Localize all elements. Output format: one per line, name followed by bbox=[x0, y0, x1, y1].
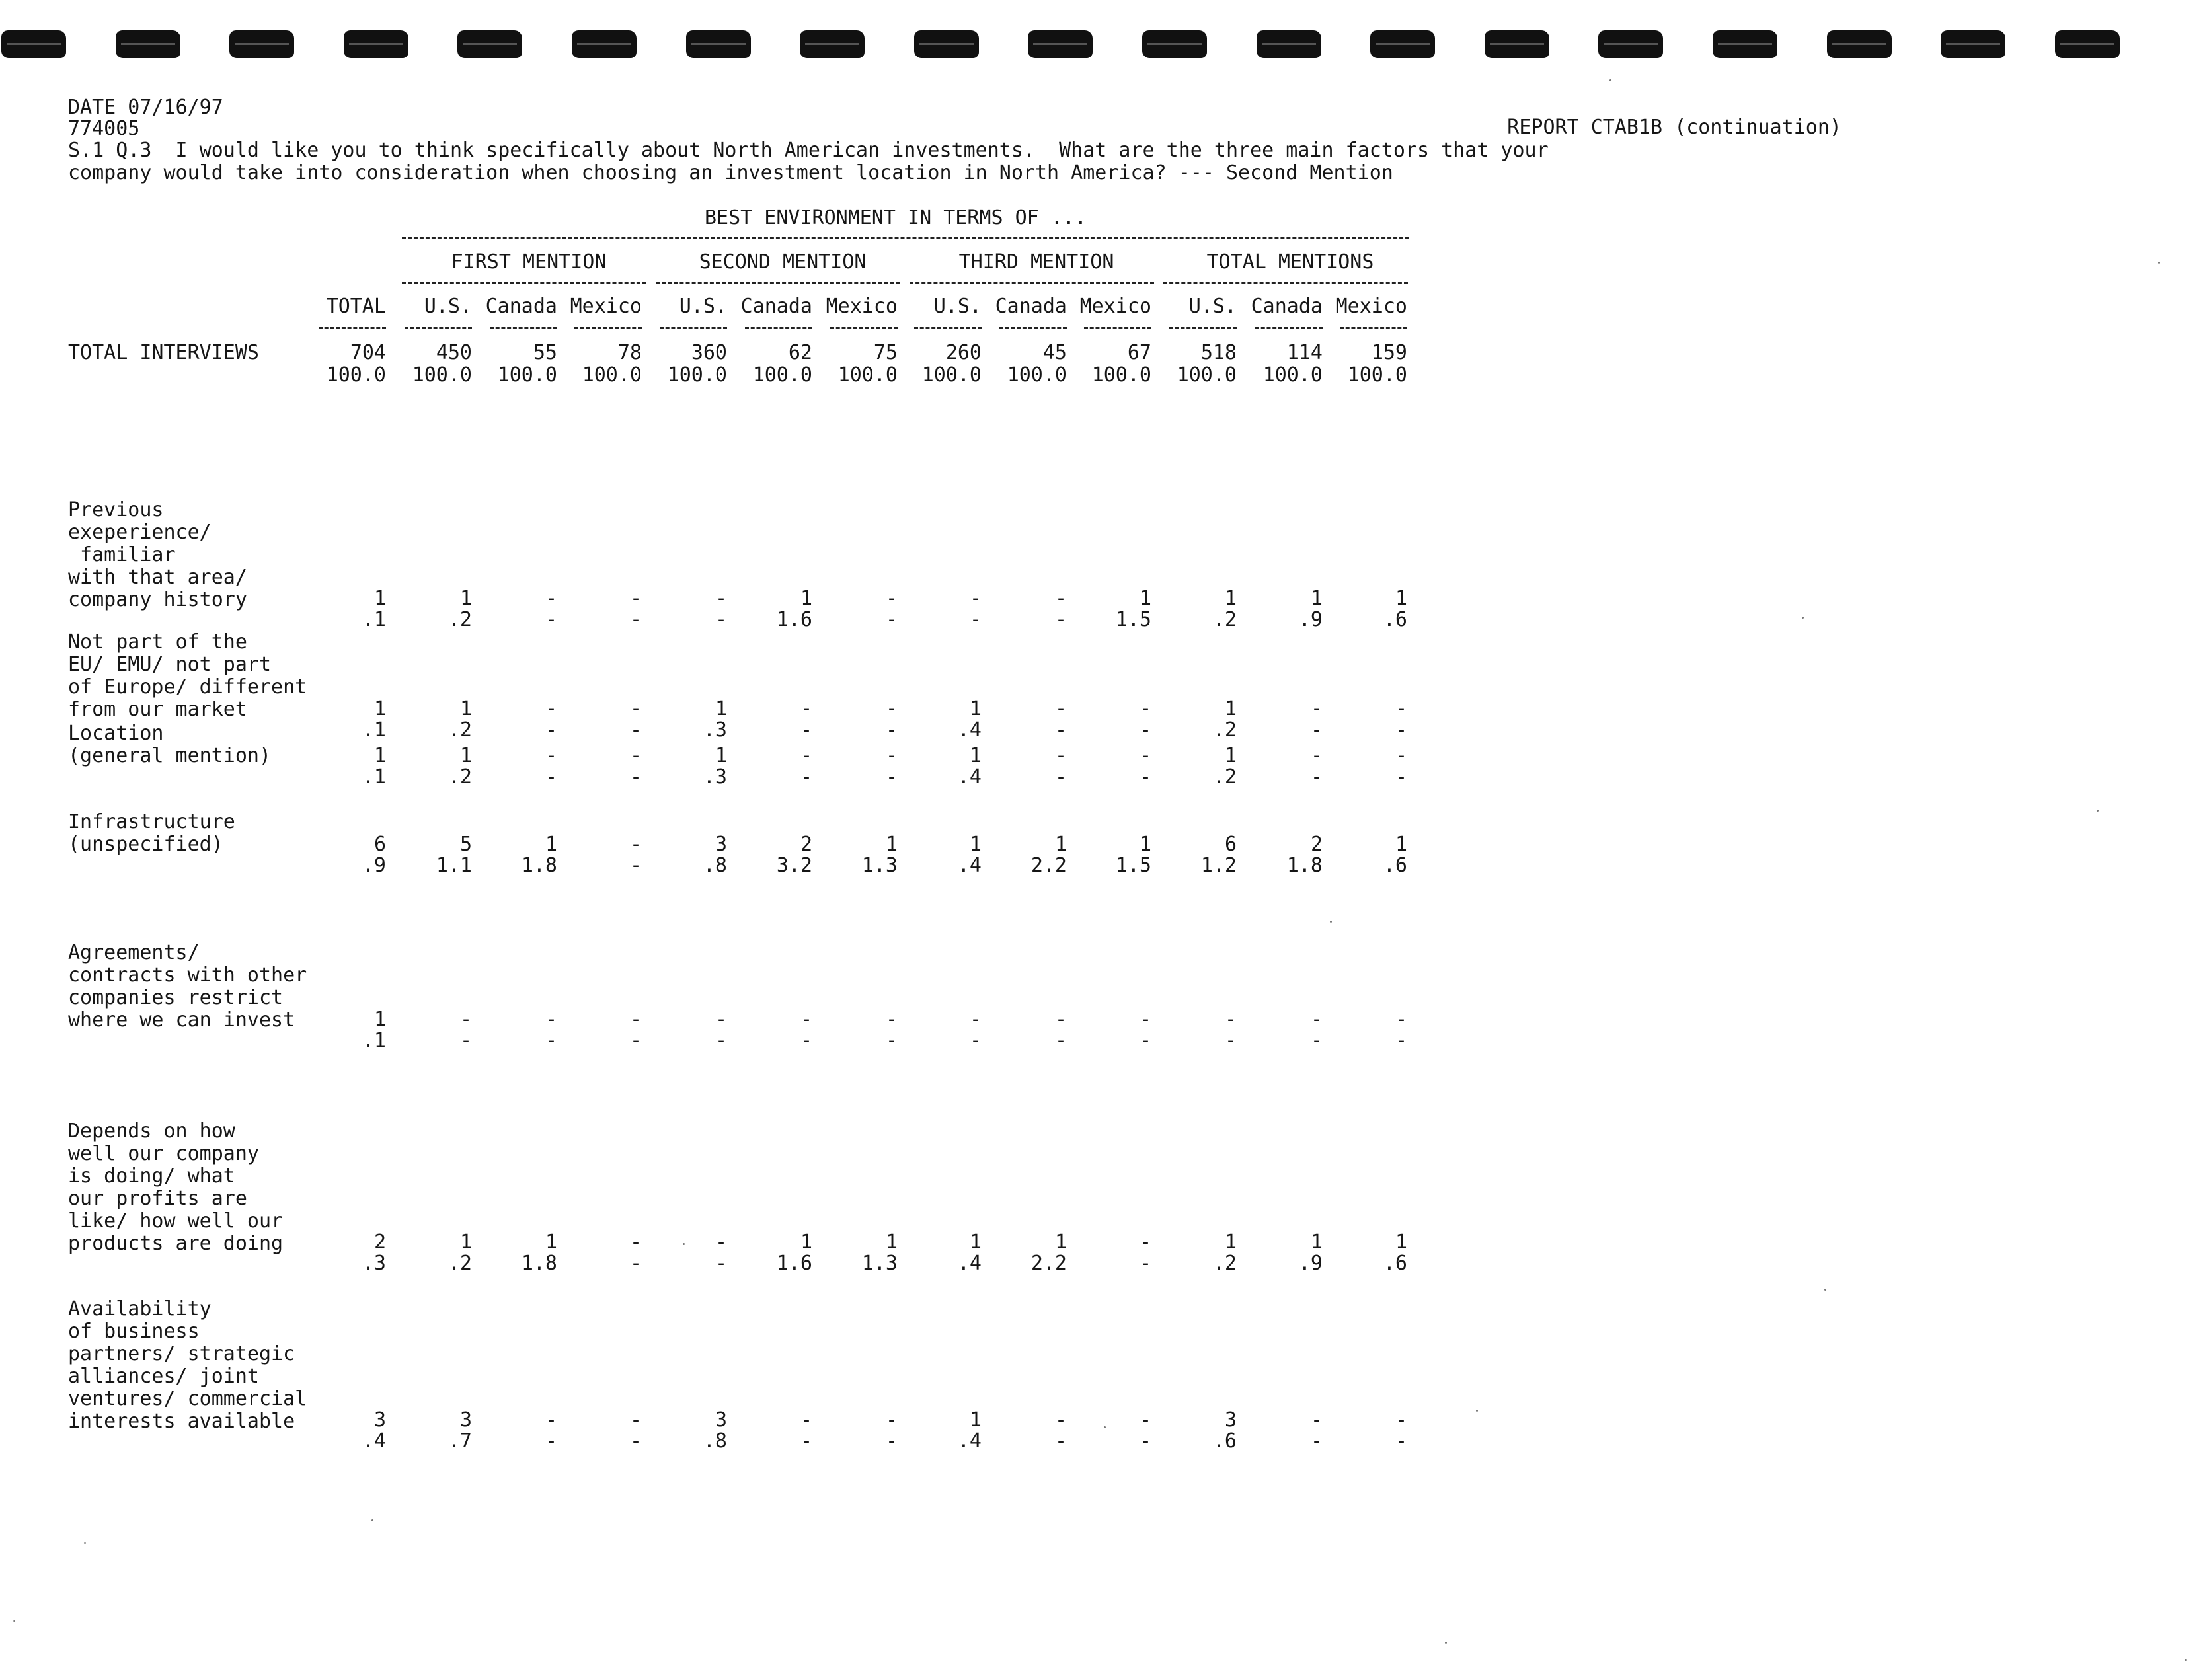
table-cell: 1 bbox=[1224, 1231, 1237, 1254]
table-cell: 1.2 bbox=[1200, 853, 1237, 877]
table-cell: 100.0 bbox=[1091, 363, 1151, 387]
table-cell: - bbox=[1139, 697, 1151, 720]
table-cell: 1 bbox=[800, 1231, 812, 1254]
table-cell: - bbox=[800, 718, 812, 742]
table-cell: 1 bbox=[1395, 1231, 1407, 1254]
table-cell: - bbox=[969, 1028, 982, 1052]
group-rule-4 bbox=[1163, 282, 1408, 284]
scan-speck bbox=[1445, 1642, 1447, 1644]
table-cell: 75 bbox=[873, 341, 898, 364]
scan-speck bbox=[1824, 1289, 1826, 1291]
table-cell: 100.0 bbox=[921, 363, 982, 387]
table-cell: 45 bbox=[1042, 341, 1067, 364]
table-cell: - bbox=[629, 697, 642, 720]
column-rule bbox=[319, 327, 386, 329]
table-cell: - bbox=[1054, 744, 1067, 767]
table-cell: 1 bbox=[373, 697, 386, 720]
table-cell: - bbox=[885, 1028, 898, 1052]
table-cell: - bbox=[1395, 1007, 1407, 1031]
table-cell: .2 bbox=[1212, 608, 1237, 632]
punch-hole bbox=[1941, 30, 2005, 58]
tractor-feed-holes bbox=[0, 24, 2209, 63]
table-cell: - bbox=[715, 587, 727, 611]
table-cell: .2 bbox=[447, 608, 472, 632]
table-cell: 1 bbox=[1054, 1231, 1067, 1254]
table-cell: - bbox=[800, 744, 812, 767]
table-cell: - bbox=[715, 1028, 727, 1052]
table-cell: - bbox=[1139, 765, 1151, 788]
table-cell: 450 bbox=[436, 341, 472, 364]
table-cell: 1 bbox=[1310, 1231, 1323, 1254]
table-cell: - bbox=[459, 1028, 472, 1052]
table-cell: .6 bbox=[1383, 608, 1407, 632]
table-cell: - bbox=[1139, 744, 1151, 767]
table-cell: - bbox=[1310, 697, 1323, 720]
scan-speck bbox=[1802, 617, 1804, 619]
table-cell: - bbox=[1395, 718, 1407, 742]
table-cell: .2 bbox=[1212, 718, 1237, 742]
column-rule bbox=[1169, 327, 1237, 329]
table-cell: 1.5 bbox=[1115, 853, 1151, 877]
row-label: Infrastructure (unspecified) bbox=[68, 810, 235, 856]
table-cell: 2 bbox=[1310, 832, 1323, 856]
table-cell: - bbox=[715, 1252, 727, 1275]
table-cell: - bbox=[1224, 1028, 1237, 1052]
scan-speck bbox=[371, 1519, 373, 1521]
table-cell: 5 bbox=[459, 832, 472, 856]
question-text-line-1: S.1 Q.3 I would like you to think specifically about North American investments. What are the three main factors that your bbox=[68, 139, 1549, 162]
scan-speck bbox=[1104, 1426, 1106, 1428]
table-cell: - bbox=[969, 587, 982, 611]
table-cell: - bbox=[545, 1408, 557, 1432]
punch-hole bbox=[914, 30, 979, 58]
punch-hole bbox=[2055, 30, 2120, 58]
column-rule bbox=[914, 327, 982, 329]
table-cell: .4 bbox=[957, 853, 982, 877]
table-cell: - bbox=[885, 1408, 898, 1432]
table-cell: - bbox=[545, 1028, 557, 1052]
table-cell: 1 bbox=[969, 1408, 982, 1432]
table-cell: - bbox=[885, 1430, 898, 1453]
table-cell: 1.6 bbox=[776, 1252, 812, 1275]
table-cell: - bbox=[1310, 1408, 1323, 1432]
group-first-mention: FIRST MENTION bbox=[451, 250, 607, 274]
row-label: Previous exeperience/ familiar with that area/ company history bbox=[68, 498, 247, 611]
table-cell: - bbox=[800, 765, 812, 788]
table-cell: - bbox=[1139, 1408, 1151, 1432]
group-second-mention: SECOND MENTION bbox=[699, 250, 867, 274]
table-cell: - bbox=[1310, 744, 1323, 767]
table-cell: 1 bbox=[545, 832, 557, 856]
column-header: TOTAL bbox=[326, 295, 386, 318]
table-cell: .7 bbox=[447, 1430, 472, 1453]
punch-hole bbox=[1257, 30, 1321, 58]
table-cell: 1.1 bbox=[436, 853, 472, 877]
table-cell: .2 bbox=[447, 1252, 472, 1275]
table-cell: - bbox=[545, 765, 557, 788]
table-cell: 260 bbox=[945, 341, 982, 364]
table-cell: - bbox=[800, 1028, 812, 1052]
table-cell: 1 bbox=[1139, 832, 1151, 856]
table-cell: 518 bbox=[1200, 341, 1237, 364]
table-cell: 3 bbox=[459, 1408, 472, 1432]
table-cell: 3 bbox=[373, 1408, 386, 1432]
punch-hole bbox=[686, 30, 751, 58]
table-cell: .3 bbox=[703, 765, 727, 788]
banner-rule bbox=[402, 237, 1409, 239]
table-cell: 704 bbox=[350, 341, 386, 364]
table-cell: .1 bbox=[362, 608, 386, 632]
table-cell: 100.0 bbox=[1177, 363, 1237, 387]
table-cell: 1.8 bbox=[521, 853, 557, 877]
column-header: Mexico bbox=[1335, 295, 1407, 318]
table-cell: 100.0 bbox=[582, 363, 642, 387]
column-rule bbox=[574, 327, 642, 329]
table-cell: .3 bbox=[362, 1252, 386, 1275]
table-cell: 1.6 bbox=[776, 608, 812, 632]
table-cell: - bbox=[1054, 1028, 1067, 1052]
table-cell: - bbox=[1139, 718, 1151, 742]
table-cell: 1 bbox=[885, 1231, 898, 1254]
table-cell: 100.0 bbox=[497, 363, 557, 387]
table-cell: 1 bbox=[373, 1007, 386, 1031]
table-cell: - bbox=[1395, 697, 1407, 720]
table-cell: 67 bbox=[1127, 341, 1151, 364]
table-cell: - bbox=[885, 608, 898, 632]
table-cell: - bbox=[800, 1408, 812, 1432]
punch-hole bbox=[1370, 30, 1435, 58]
group-third-mention: THIRD MENTION bbox=[958, 250, 1114, 274]
table-cell: - bbox=[885, 1007, 898, 1031]
table-cell: - bbox=[1224, 1007, 1237, 1031]
table-cell: 1 bbox=[885, 832, 898, 856]
table-cell: - bbox=[1054, 587, 1067, 611]
column-rule bbox=[490, 327, 557, 329]
column-header: Canada bbox=[485, 295, 557, 318]
table-cell: - bbox=[1310, 1028, 1323, 1052]
table-cell: .4 bbox=[957, 1430, 982, 1453]
table-cell: 2.2 bbox=[1030, 853, 1067, 877]
table-cell: .6 bbox=[1383, 1252, 1407, 1275]
table-cell: 100.0 bbox=[1262, 363, 1323, 387]
table-cell: - bbox=[629, 1007, 642, 1031]
table-cell: - bbox=[1310, 765, 1323, 788]
row-label: Availability of business partners/ strategic alliances/ joint ventures/ commercial interests available bbox=[68, 1297, 307, 1433]
table-cell: 1 bbox=[1224, 697, 1237, 720]
table-cell: - bbox=[969, 608, 982, 632]
table-cell: - bbox=[1139, 1231, 1151, 1254]
report-date: DATE 07/16/97 bbox=[68, 96, 223, 119]
punch-hole bbox=[116, 30, 180, 58]
table-cell: - bbox=[715, 1007, 727, 1031]
column-header: U.S. bbox=[1188, 295, 1237, 318]
table-cell: 1 bbox=[715, 697, 727, 720]
punch-hole bbox=[229, 30, 294, 58]
table-cell: - bbox=[545, 718, 557, 742]
table-cell: 3.2 bbox=[776, 853, 812, 877]
table-cell: 1 bbox=[373, 587, 386, 611]
table-cell: - bbox=[1395, 765, 1407, 788]
job-number: 774005 bbox=[68, 117, 140, 140]
banner-title: BEST ENVIRONMENT IN TERMS OF ... bbox=[705, 206, 1087, 229]
scan-speck bbox=[84, 1542, 86, 1544]
column-header: Canada bbox=[740, 295, 812, 318]
table-cell: .9 bbox=[362, 853, 386, 877]
column-header: U.S. bbox=[424, 295, 472, 318]
table-cell: - bbox=[885, 697, 898, 720]
table-cell: - bbox=[629, 744, 642, 767]
table-cell: 100.0 bbox=[752, 363, 812, 387]
table-cell: - bbox=[629, 853, 642, 877]
table-cell: 1 bbox=[969, 697, 982, 720]
table-cell: - bbox=[629, 1231, 642, 1254]
punch-hole bbox=[1028, 30, 1093, 58]
table-cell: - bbox=[629, 1252, 642, 1275]
table-cell: 1 bbox=[459, 744, 472, 767]
table-cell: - bbox=[459, 1007, 472, 1031]
table-cell: - bbox=[885, 765, 898, 788]
table-cell: .8 bbox=[703, 853, 727, 877]
table-cell: - bbox=[1054, 697, 1067, 720]
punch-hole bbox=[1142, 30, 1207, 58]
table-cell: - bbox=[629, 1408, 642, 1432]
table-cell: 100.0 bbox=[1007, 363, 1067, 387]
table-cell: .4 bbox=[957, 765, 982, 788]
table-cell: 1 bbox=[1395, 832, 1407, 856]
table-cell: 100.0 bbox=[837, 363, 898, 387]
table-cell: 1 bbox=[800, 587, 812, 611]
table-cell: - bbox=[715, 608, 727, 632]
table-cell: 6 bbox=[373, 832, 386, 856]
table-cell: - bbox=[629, 718, 642, 742]
table-cell: 100.0 bbox=[1347, 363, 1407, 387]
column-header: Canada bbox=[995, 295, 1067, 318]
table-cell: .3 bbox=[703, 718, 727, 742]
table-cell: - bbox=[715, 1231, 727, 1254]
table-cell: - bbox=[1139, 1028, 1151, 1052]
table-cell: 2.2 bbox=[1030, 1252, 1067, 1275]
table-cell: - bbox=[1139, 1252, 1151, 1275]
table-cell: 1 bbox=[1224, 587, 1237, 611]
table-cell: - bbox=[1310, 1430, 1323, 1453]
column-rule bbox=[1340, 327, 1407, 329]
table-cell: 1 bbox=[1310, 587, 1323, 611]
table-cell: 100.0 bbox=[667, 363, 727, 387]
table-cell: - bbox=[629, 1430, 642, 1453]
column-header: Mexico bbox=[570, 295, 642, 318]
row-label: Not part of the EU/ EMU/ not part of Europe/ different from our market bbox=[68, 630, 307, 721]
group-rule-1 bbox=[402, 282, 646, 284]
table-cell: 62 bbox=[788, 341, 812, 364]
table-cell: .8 bbox=[703, 1430, 727, 1453]
table-cell: .2 bbox=[447, 765, 472, 788]
scan-speck bbox=[2158, 262, 2160, 264]
table-cell: - bbox=[800, 1007, 812, 1031]
column-header: U.S. bbox=[933, 295, 982, 318]
group-rule-3 bbox=[910, 282, 1154, 284]
table-cell: - bbox=[800, 697, 812, 720]
table-cell: 100.0 bbox=[412, 363, 472, 387]
table-cell: 1.5 bbox=[1115, 608, 1151, 632]
table-cell: .1 bbox=[362, 1028, 386, 1052]
table-cell: - bbox=[1395, 1028, 1407, 1052]
table-cell: 6 bbox=[1224, 832, 1237, 856]
scan-speck bbox=[1330, 921, 1332, 923]
table-cell: 3 bbox=[1224, 1408, 1237, 1432]
table-cell: - bbox=[1054, 608, 1067, 632]
table-cell: 1.8 bbox=[1286, 853, 1323, 877]
table-cell: - bbox=[1054, 1408, 1067, 1432]
table-cell: 1 bbox=[545, 1231, 557, 1254]
column-rule bbox=[999, 327, 1067, 329]
table-cell: - bbox=[545, 1007, 557, 1031]
table-cell: - bbox=[545, 587, 557, 611]
row-label: Agreements/ contracts with other companies restrict where we can invest bbox=[68, 941, 307, 1032]
table-cell: 1 bbox=[969, 832, 982, 856]
table-cell: - bbox=[1395, 1430, 1407, 1453]
table-cell: 1 bbox=[969, 1231, 982, 1254]
punch-hole bbox=[800, 30, 865, 58]
table-cell: 3 bbox=[715, 1408, 727, 1432]
table-cell: - bbox=[629, 765, 642, 788]
row-label: Depends on how well our company is doing/ what our profits are like/ how well our products are doing bbox=[68, 1120, 284, 1255]
table-cell: .9 bbox=[1298, 1252, 1323, 1275]
punch-hole bbox=[1598, 30, 1663, 58]
table-cell: 1 bbox=[459, 697, 472, 720]
column-rule bbox=[1255, 327, 1323, 329]
table-cell: 1 bbox=[969, 744, 982, 767]
question-text-line-2: company would take into consideration when choosing an investment location in North America? --- Second Mention bbox=[68, 161, 1393, 184]
table-cell: 1.3 bbox=[861, 1252, 898, 1275]
column-rule bbox=[660, 327, 727, 329]
scan-speck bbox=[1476, 1410, 1478, 1412]
row-label: Location (general mention) bbox=[68, 722, 272, 767]
scan-speck bbox=[13, 1620, 15, 1622]
column-header: U.S. bbox=[679, 295, 727, 318]
table-cell: .2 bbox=[1212, 1252, 1237, 1275]
column-rule bbox=[830, 327, 898, 329]
column-header: Canada bbox=[1251, 295, 1323, 318]
table-cell: .4 bbox=[957, 1252, 982, 1275]
table-cell: - bbox=[1054, 1430, 1067, 1453]
punch-hole bbox=[572, 30, 637, 58]
scan-speck bbox=[683, 1243, 685, 1245]
punch-hole bbox=[457, 30, 522, 58]
punch-hole bbox=[1485, 30, 1549, 58]
table-cell: 114 bbox=[1286, 341, 1323, 364]
table-cell: .4 bbox=[957, 718, 982, 742]
table-cell: 1.3 bbox=[861, 853, 898, 877]
table-cell: 1 bbox=[1395, 587, 1407, 611]
table-cell: .6 bbox=[1212, 1430, 1237, 1453]
table-cell: 1 bbox=[715, 744, 727, 767]
scan-speck bbox=[2185, 1659, 2187, 1661]
table-cell: - bbox=[545, 1430, 557, 1453]
table-cell: 55 bbox=[533, 341, 557, 364]
table-cell: .1 bbox=[362, 718, 386, 742]
column-rule bbox=[405, 327, 472, 329]
table-cell: 78 bbox=[617, 341, 642, 364]
table-cell: - bbox=[1139, 1007, 1151, 1031]
table-cell: 1 bbox=[459, 587, 472, 611]
punch-hole bbox=[344, 30, 408, 58]
column-rule bbox=[745, 327, 812, 329]
table-cell: - bbox=[629, 1028, 642, 1052]
column-header: Mexico bbox=[1079, 295, 1151, 318]
table-cell: .9 bbox=[1298, 608, 1323, 632]
table-cell: .2 bbox=[1212, 765, 1237, 788]
table-cell: .2 bbox=[447, 718, 472, 742]
table-cell: - bbox=[800, 1430, 812, 1453]
table-cell: 2 bbox=[800, 832, 812, 856]
table-cell: 2 bbox=[373, 1231, 386, 1254]
group-total-mentions: TOTAL MENTIONS bbox=[1206, 250, 1374, 274]
table-cell: - bbox=[1054, 765, 1067, 788]
table-cell: 3 bbox=[715, 832, 727, 856]
table-cell: 1 bbox=[459, 1231, 472, 1254]
table-cell: 1 bbox=[1054, 832, 1067, 856]
punch-hole bbox=[1713, 30, 1777, 58]
table-cell: - bbox=[545, 697, 557, 720]
table-cell: .1 bbox=[362, 765, 386, 788]
table-cell: 1 bbox=[1139, 587, 1151, 611]
table-cell: - bbox=[1395, 744, 1407, 767]
table-cell: 1 bbox=[1224, 744, 1237, 767]
punch-hole bbox=[1, 30, 66, 58]
table-cell: - bbox=[1310, 1007, 1323, 1031]
table-cell: - bbox=[629, 608, 642, 632]
table-cell: 1 bbox=[373, 744, 386, 767]
table-cell: 360 bbox=[691, 341, 727, 364]
table-cell: - bbox=[1310, 718, 1323, 742]
table-cell: - bbox=[1139, 1430, 1151, 1453]
scan-speck bbox=[1609, 79, 1611, 81]
table-cell: - bbox=[969, 1007, 982, 1031]
table-cell: - bbox=[1054, 1007, 1067, 1031]
table-cell: - bbox=[1395, 1408, 1407, 1432]
base-row-label: TOTAL INTERVIEWS bbox=[68, 341, 259, 364]
group-rule-2 bbox=[656, 282, 900, 284]
table-cell: - bbox=[885, 718, 898, 742]
table-cell: - bbox=[629, 587, 642, 611]
table-cell: 100.0 bbox=[326, 363, 386, 387]
column-rule bbox=[1084, 327, 1151, 329]
table-cell: - bbox=[885, 587, 898, 611]
table-cell: .6 bbox=[1383, 853, 1407, 877]
table-cell: - bbox=[1054, 718, 1067, 742]
table-cell: - bbox=[885, 744, 898, 767]
report-id: REPORT CTAB1B (continuation) bbox=[1507, 116, 1841, 139]
table-cell: 1.8 bbox=[521, 1252, 557, 1275]
table-cell: .4 bbox=[362, 1430, 386, 1453]
table-cell: - bbox=[545, 744, 557, 767]
column-header: Mexico bbox=[826, 295, 898, 318]
scan-speck bbox=[2097, 810, 2099, 812]
table-cell: - bbox=[629, 832, 642, 856]
table-cell: 159 bbox=[1371, 341, 1407, 364]
punch-hole bbox=[1827, 30, 1892, 58]
table-cell: - bbox=[545, 608, 557, 632]
